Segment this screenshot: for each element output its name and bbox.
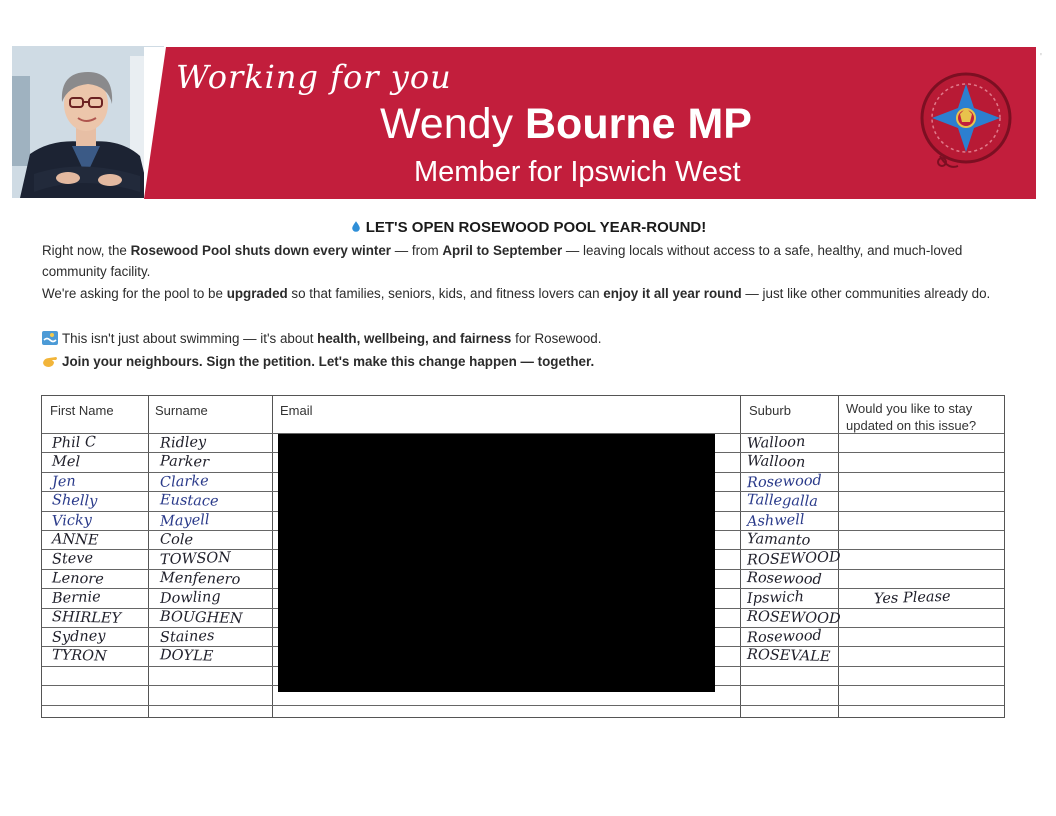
water-drop-icon — [350, 219, 362, 234]
p1-text-e: — leaving locals without access to a safe, healthy, and much-loved community facility. — [42, 243, 963, 279]
p1-text-b: Rosewood Pool shuts down every winter — [130, 243, 392, 258]
paragraph-call-to-action — [42, 351, 1014, 372]
p1-text-a: Right now, the — [42, 243, 131, 258]
signer-first-name: SHIRLEY — [51, 609, 122, 627]
p1-text-d: April to September — [442, 243, 563, 258]
p2-text-d: enjoy it all year round — [603, 286, 742, 301]
column-header-suburb: Suburb — [749, 403, 791, 418]
petition-title — [0, 219, 1056, 236]
signer-suburb: ROSEWOOD — [746, 608, 841, 628]
signer-first-name: ANNE — [51, 531, 99, 549]
signer-first-name: Bernie — [51, 589, 101, 607]
member-name — [380, 100, 752, 149]
tagline: Working for you — [176, 58, 452, 96]
signer-surname: DOYLE — [159, 647, 214, 665]
column-divider — [740, 396, 741, 717]
petition-title-text: LET'S OPEN ROSEWOOD POOL YEAR-ROUND! — [365, 219, 707, 236]
column-header-email: Email — [280, 403, 313, 418]
signer-first-name: Shelly — [51, 492, 98, 510]
p3-text-c: for Rosewood. — [511, 331, 602, 346]
paragraph-request — [42, 283, 1014, 304]
signer-suburb: Walloon — [746, 433, 806, 453]
paragraph-fairness — [42, 328, 1014, 349]
signer-suburb: Walloon — [746, 453, 806, 471]
signer-update-response: Yes Please — [873, 588, 951, 608]
signer-suburb: Rosewood — [746, 570, 823, 588]
signer-suburb: Ipswich — [746, 589, 805, 607]
p4-text: Join your neighbours. Sign the petition. Let's make this change happen — together. — [62, 354, 595, 369]
electorate: Member for Ipswich West — [414, 156, 741, 188]
p2-text-b: upgraded — [226, 286, 288, 301]
letterhead — [12, 44, 1036, 200]
parliament-crest-icon — [918, 70, 1014, 178]
signer-suburb: Yamanto — [746, 531, 811, 549]
p1-text-c: — from — [391, 243, 443, 258]
row-rule — [42, 705, 1004, 706]
p2-text-e: — just like other communities already do. — [741, 286, 991, 301]
signer-suburb: Rosewood — [746, 627, 823, 647]
signer-suburb: Ashwell — [746, 512, 805, 530]
signer-surname: Staines — [159, 628, 215, 646]
column-header-first-name: First Name — [50, 403, 114, 418]
signer-suburb: Tallegalla — [746, 492, 819, 510]
signer-first-name: Sydney — [51, 628, 106, 646]
signer-surname: Mayell — [159, 512, 210, 530]
column-header-stay-updated: Would you like to stay updated on this issue? — [846, 401, 977, 433]
signer-surname: Parker — [159, 453, 210, 471]
p3-text-b: health, wellbeing, and fairness — [317, 331, 512, 346]
signer-surname: BOUGHEN — [159, 608, 243, 628]
signer-surname: Eustace — [159, 492, 219, 510]
p2-text-a: We're asking for the pool to be — [42, 286, 227, 301]
signer-surname: Clarke — [159, 473, 209, 491]
signer-surname: TOWSON — [159, 549, 232, 569]
column-divider — [272, 396, 273, 717]
signer-first-name: Mel — [51, 453, 81, 471]
signer-first-name: Jen — [51, 473, 77, 491]
column-divider — [148, 396, 149, 717]
signer-suburb: Rosewood — [746, 472, 823, 492]
signer-suburb: ROSEVALE — [746, 646, 831, 666]
column-header-surname: Surname — [155, 403, 208, 418]
signer-surname: Menfenero — [159, 569, 241, 589]
portrait-photo — [12, 46, 164, 198]
member-name-last: Bourne MP — [525, 100, 752, 148]
signer-first-name: Steve — [51, 550, 94, 568]
signer-surname: Cole — [159, 531, 194, 549]
scan-artifact: ' — [1040, 52, 1042, 63]
signer-surname: Ridley — [159, 434, 207, 452]
member-name-first: Wendy — [380, 100, 525, 148]
signer-first-name: TYRON — [51, 647, 107, 665]
paragraph-closure — [42, 240, 1014, 282]
p3-text-a: This isn't just about swimming — it's about — [62, 331, 318, 346]
p2-text-c: so that families, seniors, kids, and fitness lovers can — [287, 286, 604, 301]
signer-first-name: Vicky — [51, 512, 93, 530]
redacted-email-block — [278, 434, 715, 692]
signer-first-name: Lenore — [51, 570, 104, 588]
signer-first-name: Phil C — [51, 434, 97, 452]
swimmer-icon — [42, 331, 58, 345]
pointing-hand-icon — [42, 354, 58, 368]
signer-suburb: ROSEWOOD — [746, 549, 841, 569]
signer-surname: Dowling — [159, 588, 221, 608]
